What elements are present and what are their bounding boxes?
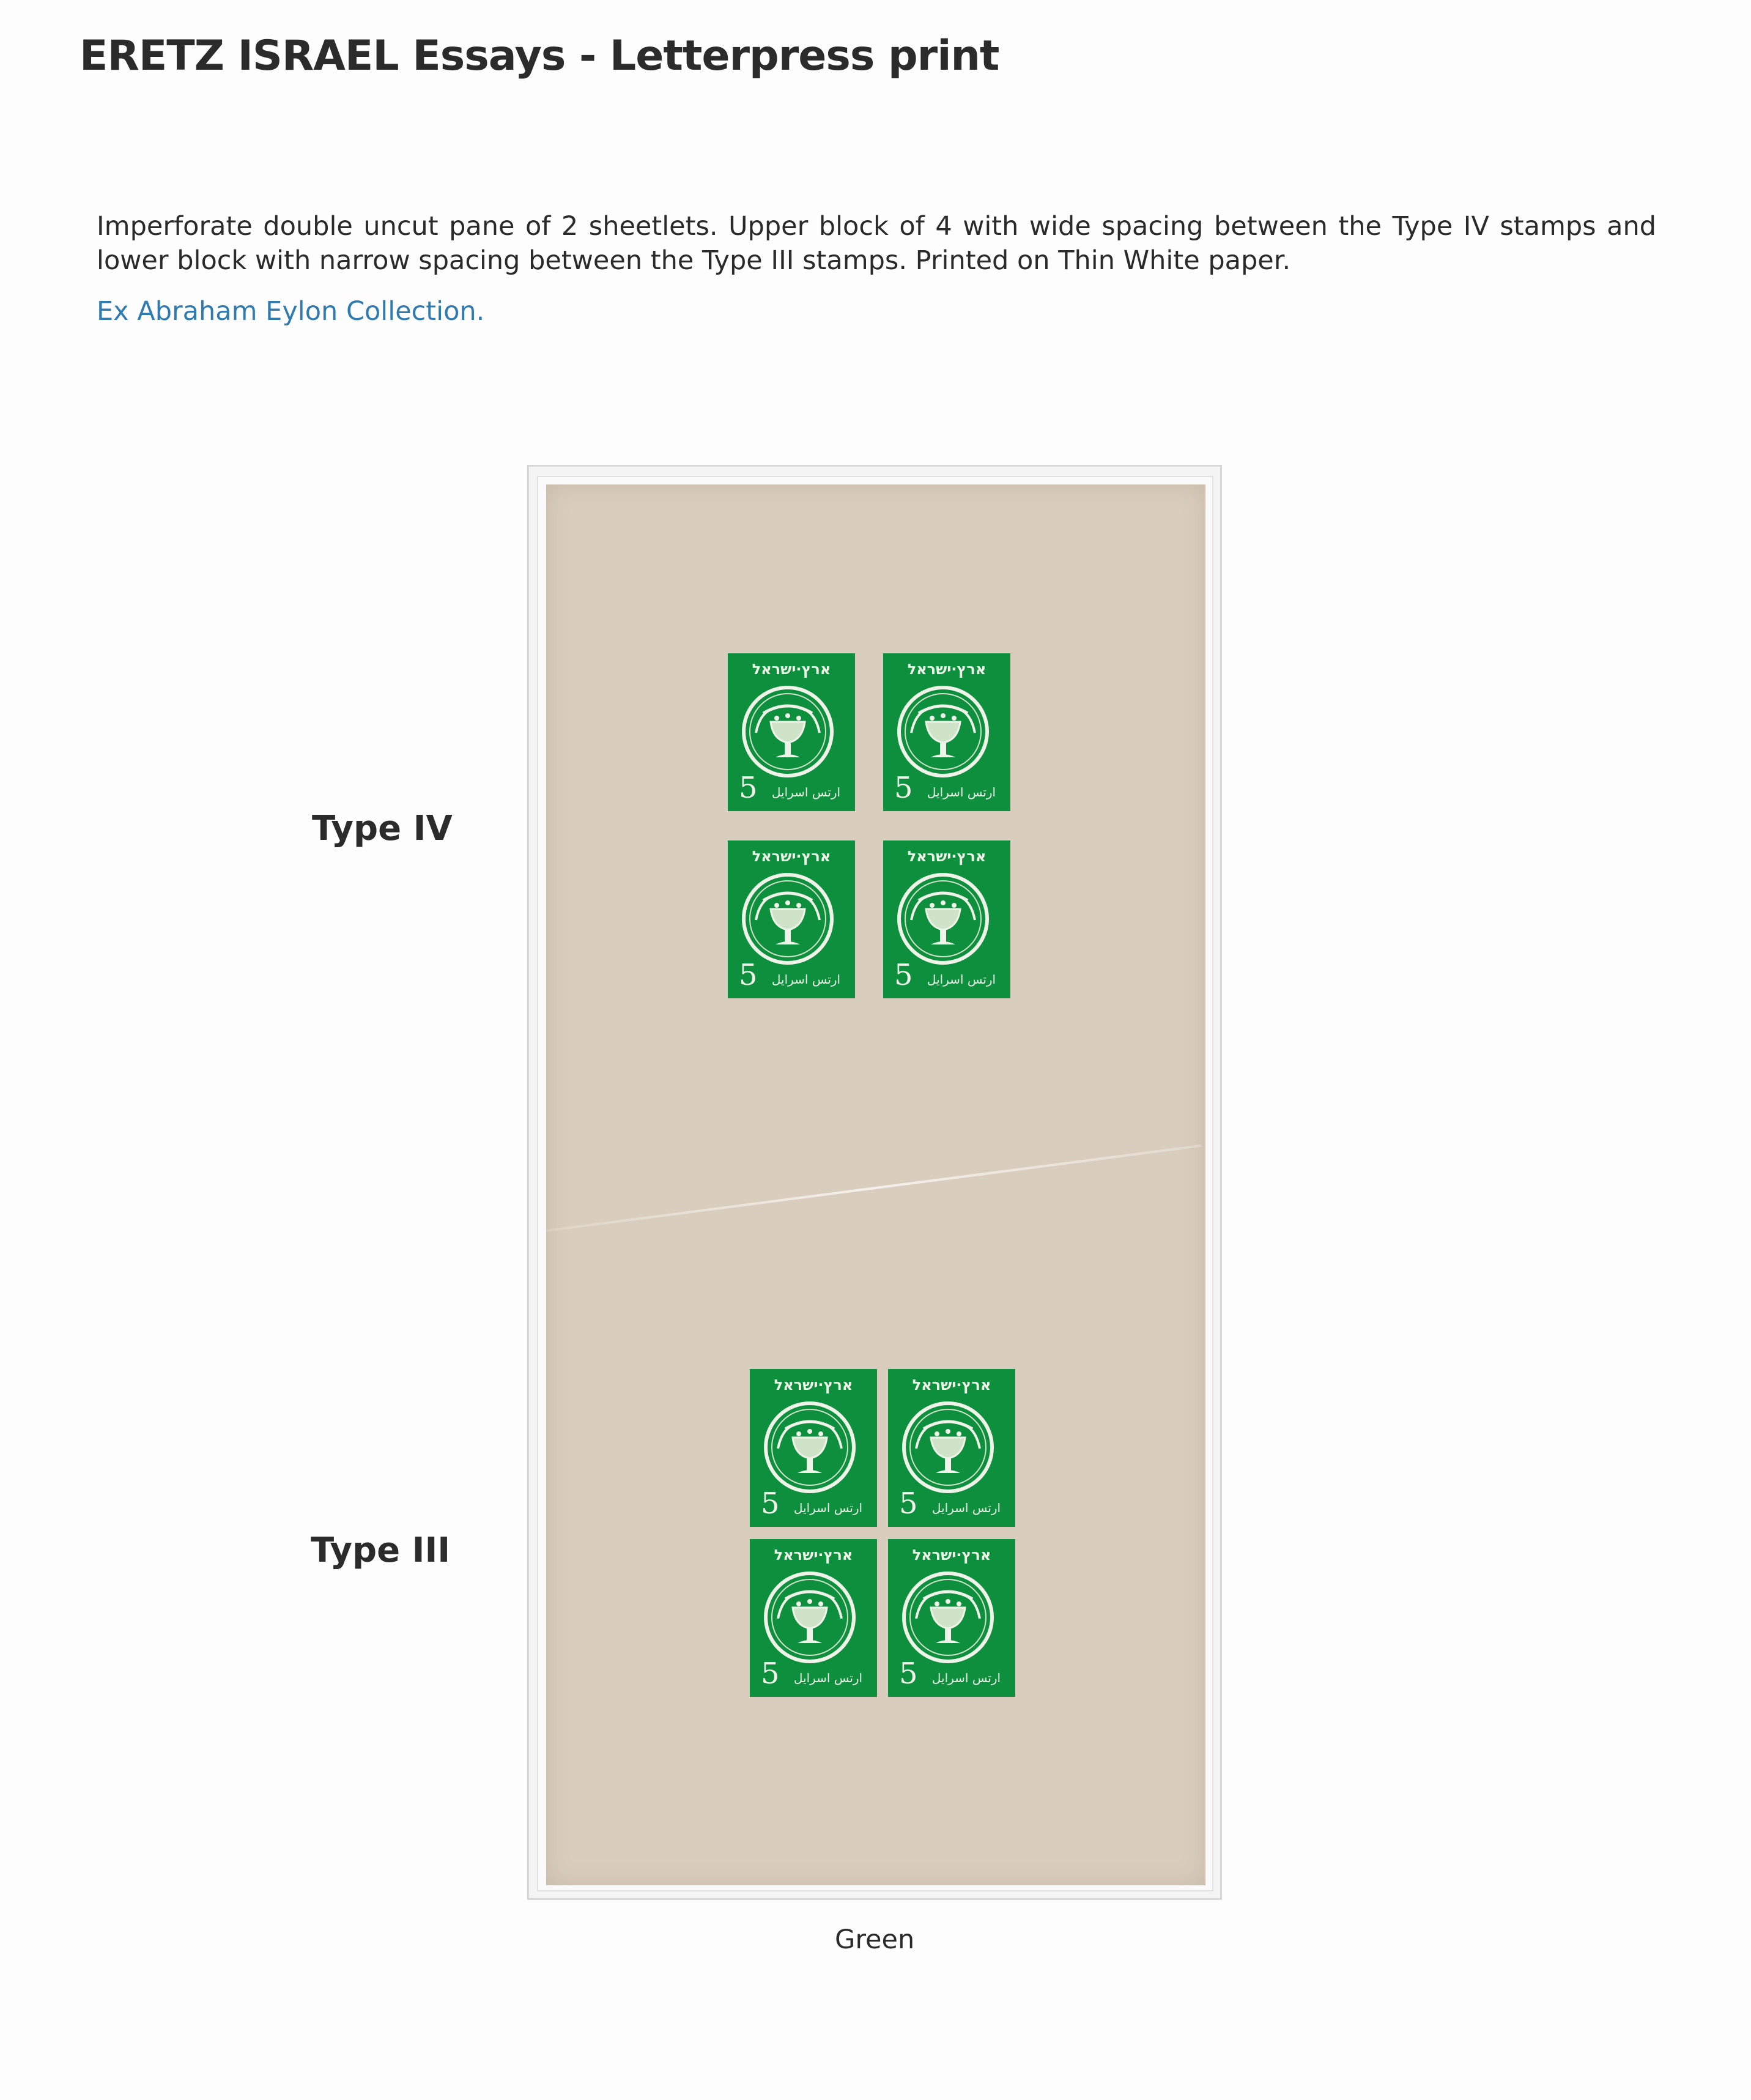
- arabic-inscription: ارتس اسرايل: [931, 1501, 1001, 1515]
- arabic-inscription: ارتس اسرايل: [927, 785, 996, 800]
- arabic-inscription: ارتس اسرايل: [793, 1501, 863, 1515]
- colour-caption: Green: [835, 1924, 915, 1955]
- page-title: ERETZ ISRAEL Essays - Letterpress print: [80, 32, 999, 80]
- arabic-inscription: ارتس اسرايل: [927, 972, 996, 987]
- coin-with-cup-icon: [766, 1573, 854, 1661]
- description-text: Imperforate double uncut pane of 2 sheetlets. Upper block of 4 with wide spacing between the Type IV stamps and lower block with narrow spacing between the Type III stamps. Printed on Thin White paper.: [97, 211, 1656, 276]
- lower-block-stamp-2: [888, 1369, 1015, 1527]
- coin-with-cup-icon: [899, 688, 987, 776]
- type-iii-label: Type III: [311, 1530, 451, 1570]
- denomination-label: 5: [739, 958, 758, 992]
- coin-with-cup-icon: [904, 1573, 992, 1661]
- arabic-inscription: ارتس اسرايل: [771, 785, 841, 800]
- coin-with-cup-icon: [766, 1403, 854, 1491]
- denomination-label: 5: [739, 771, 758, 805]
- hebrew-inscription: ארץ·ישראל: [774, 1376, 853, 1393]
- lower-block-stamp-3: [750, 1539, 877, 1697]
- denomination-label: 5: [894, 958, 913, 992]
- lower-block-stamp-1: [750, 1369, 877, 1527]
- coin-with-cup-icon: [899, 875, 987, 963]
- denomination-label: 5: [894, 771, 913, 805]
- arabic-inscription: ارتس اسرايل: [793, 1671, 863, 1685]
- hebrew-inscription: ארץ·ישראל: [774, 1546, 853, 1564]
- type-iv-label: Type IV: [312, 809, 453, 848]
- coin-with-cup-icon: [904, 1403, 992, 1491]
- hebrew-inscription: ארץ·ישראל: [907, 661, 987, 678]
- upper-block-stamp-1: [728, 653, 855, 811]
- denomination-label: 5: [761, 1486, 780, 1521]
- lower-block-stamp-4: [888, 1539, 1015, 1697]
- denomination-label: 5: [761, 1657, 780, 1691]
- upper-block-stamp-2: [883, 653, 1010, 811]
- provenance-text: Ex Abraham Eylon Collection.: [97, 296, 485, 327]
- denomination-label: 5: [899, 1486, 918, 1521]
- arabic-inscription: ارتس اسرايل: [771, 972, 841, 987]
- hebrew-inscription: ארץ·ישראל: [907, 848, 987, 865]
- upper-block-stamp-4: [883, 840, 1010, 998]
- arabic-inscription: ارتس اسرايل: [931, 1671, 1001, 1685]
- denomination-label: 5: [899, 1657, 918, 1691]
- coin-with-cup-icon: [744, 875, 832, 963]
- hebrew-inscription: ארץ·ישראל: [752, 661, 831, 678]
- hebrew-inscription: ארץ·ישראל: [912, 1546, 991, 1564]
- coin-with-cup-icon: [744, 688, 832, 776]
- upper-block-stamp-3: [728, 840, 855, 998]
- hebrew-inscription: ארץ·ישראל: [912, 1376, 991, 1393]
- hebrew-inscription: ארץ·ישראל: [752, 848, 831, 865]
